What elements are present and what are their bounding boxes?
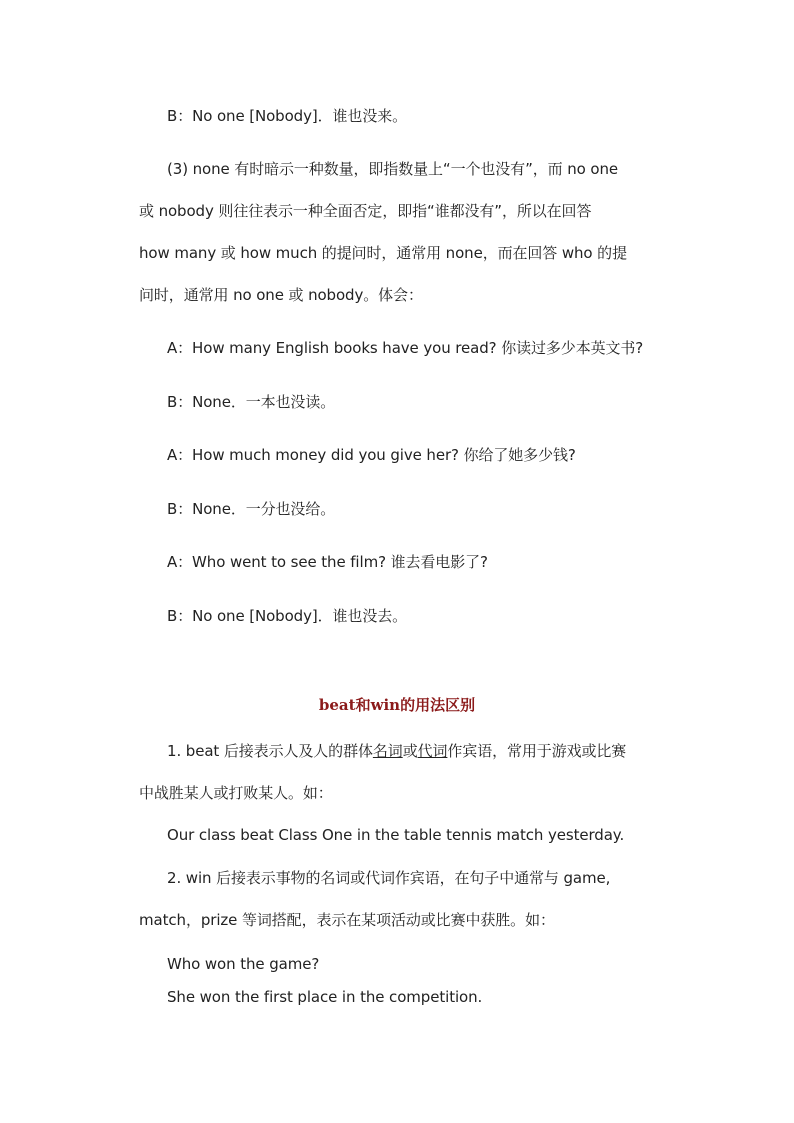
- point-1-line-1: [167, 741, 626, 761]
- point-2-line-1: 2. win 后接表示事物的名词或代词作宾语，在句子中通常与 game,: [167, 869, 611, 887]
- point-2-line-2: match，prize 等词搭配，表示在某项活动或比赛中获胜。如：: [139, 911, 555, 929]
- point-1-line-2: 中战胜某人或打败某人。如：: [139, 784, 333, 802]
- paragraph-3-line-1: (3) none 有时暗示一种数量，即指数量上“一个也没有”，而 no one: [167, 160, 618, 178]
- point-1-text: 1. beat 后接表示人及人的群体: [167, 742, 373, 760]
- underlined-term-pronoun: 代词: [417, 742, 448, 760]
- point-1-text: 作宾语，常用于游戏或比赛: [447, 742, 627, 760]
- section-title: beat和win的用法区别: [318, 696, 476, 714]
- point-1-text: 或: [402, 742, 418, 760]
- paragraph-3-line-3: how many 或 how much 的提问时，通常用 none，而在回答 who 的提: [139, 244, 627, 262]
- paragraph-3-line-4: 问时，通常用 no one 或 nobody。体会：: [139, 286, 423, 304]
- dialog-line: A：How many English books have you read? 你读过多少本英文书?: [167, 339, 644, 357]
- point-1-example: Our class beat Class One in the table tennis match yesterday.: [167, 826, 625, 844]
- point-2-example-1: Who won the game?: [167, 955, 320, 973]
- paragraph-3-line-2: 或 nobody 则往往表示一种全面否定，即指“谁都没有”，所以在回答: [139, 202, 592, 220]
- underlined-term-noun: 名词: [372, 742, 403, 760]
- dialog-line: B：No one [Nobody]．谁也没去。: [167, 607, 408, 625]
- dialog-line: B：None．一分也没给。: [167, 500, 336, 518]
- dialog-line-b1: B：No one [Nobody]．谁也没来。: [167, 107, 408, 125]
- dialog-line: A：How much money did you give her? 你给了她多少钱?: [167, 446, 576, 464]
- dialog-line: B：None．一本也没读。: [167, 393, 336, 411]
- dialog-line: A：Who went to see the film? 谁去看电影了?: [167, 553, 488, 571]
- point-2-example-2: She won the first place in the competition.: [167, 988, 483, 1006]
